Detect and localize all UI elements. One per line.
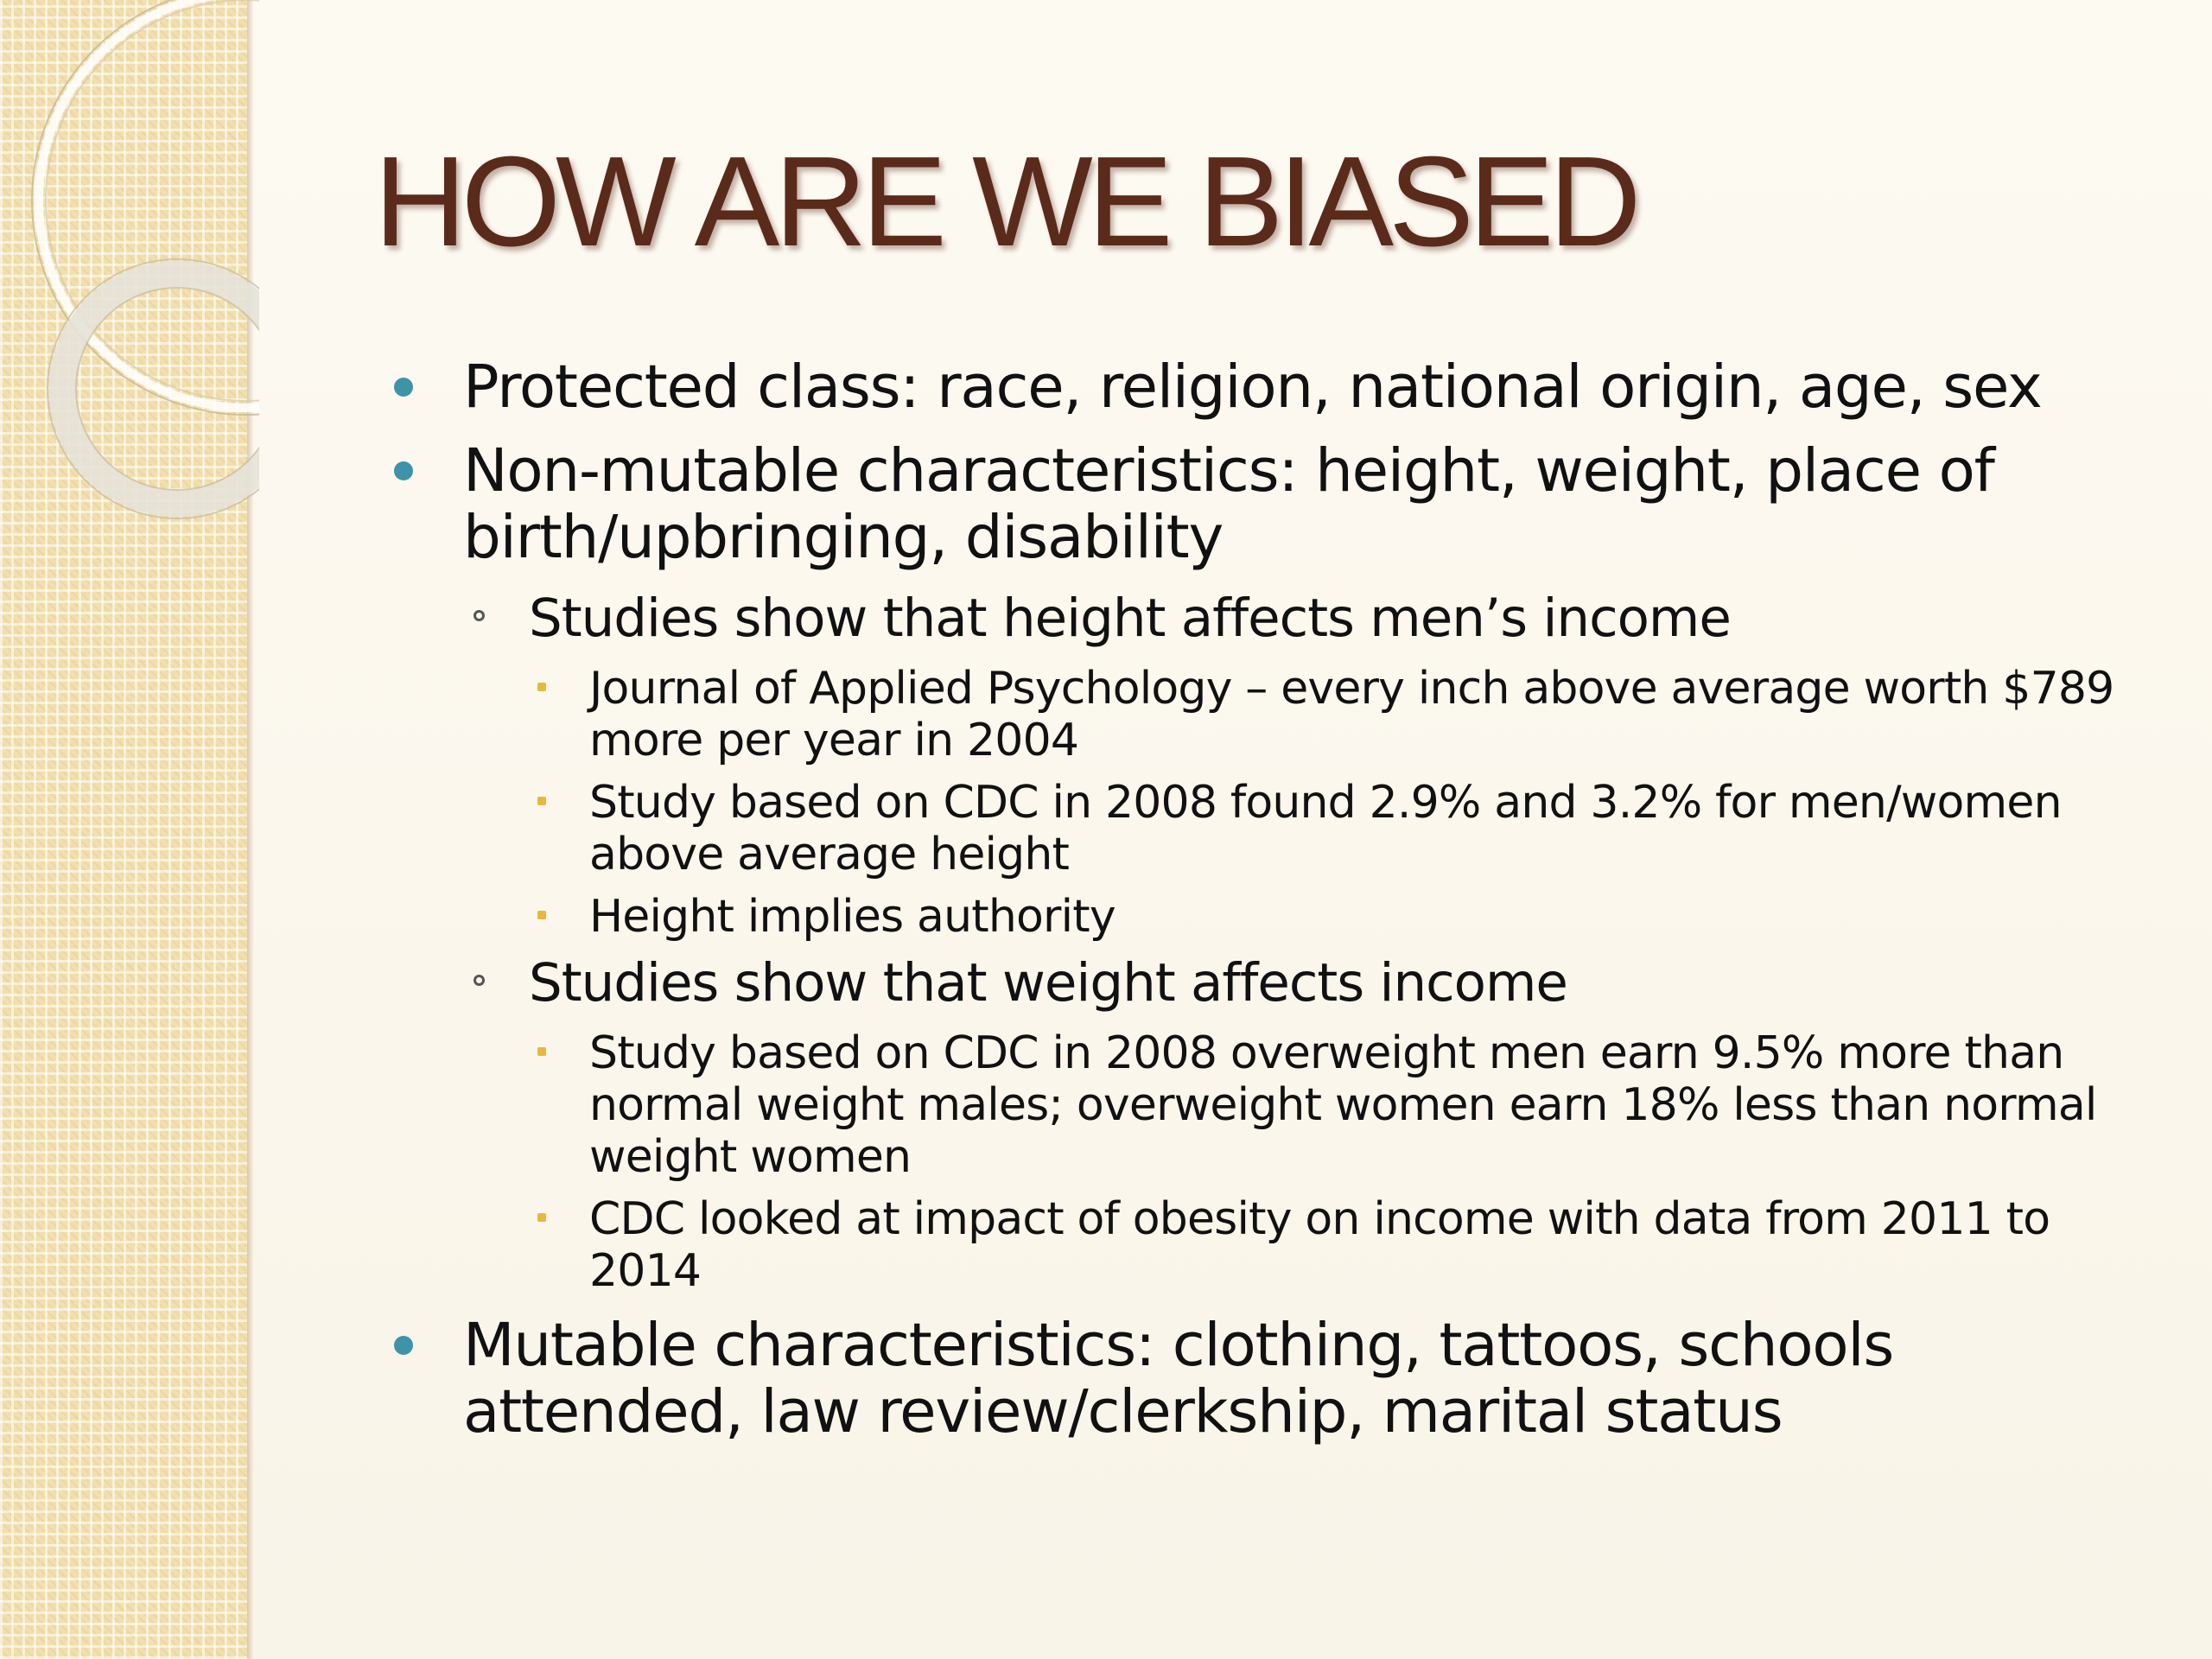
slide-title: HOW ARE WE BIASED [374,130,1637,273]
sub-sub-bullet-item [394,1027,2122,1183]
bullet-dot-icon [394,378,413,397]
decorative-side-panel [0,0,247,1659]
sub-sub-bullet-item [394,1193,2122,1297]
sub-sub-bullet-text: Study based on CDC in 2008 overweight men earn 9.5% more than normal weight males; overweight women earn 18% less than normal weight women [589,1027,2097,1183]
bullet-text: Non-mutable characteristics: height, weight, place of birth/upbringing, disability [463,436,1994,572]
sub-bullet-item [394,953,2122,1014]
sub-sub-bullet-item [394,891,2122,943]
hollow-circle-bullet-icon [474,975,485,986]
sub-sub-bullet-text: CDC looked at impact of obesity on income with data from 2011 to 2014 [589,1193,2050,1297]
sub-bullet-text: Studies show that weight affects income [529,952,1567,1014]
bullet-item [394,354,2122,421]
bullet-list [394,354,2122,1463]
small-square-bullet-icon [537,797,546,805]
small-square-bullet-icon [537,1213,546,1222]
small-square-bullet-icon [537,911,546,919]
hollow-circle-bullet-icon [474,610,485,621]
bullet-text: Protected class: race, religion, national origin, age, sex [463,353,2042,422]
sub-bullet-item [394,588,2122,649]
sub-sub-bullet-text: Height implies authority [589,891,1116,943]
sub-sub-bullet-item [394,777,2122,880]
bullet-text: Mutable characteristics: clothing, tattoos, schools attended, law review/clerkship, marital status [463,1311,1894,1446]
panel-edge-shadow [247,0,254,1659]
sub-bullet-text: Studies show that height affects men’s income [529,588,1731,649]
bullet-item [394,1313,2122,1446]
sub-sub-bullet-text: Journal of Applied Psychology – every inch above average worth $789 more per year in 2004 [589,663,2114,766]
sub-sub-bullet-text: Study based on CDC in 2008 found 2.9% and 3.2% for men/women above average height [589,777,2062,880]
bullet-dot-icon [394,1336,413,1355]
small-square-bullet-icon [537,683,546,691]
sub-sub-bullet-item [394,663,2122,766]
bullet-item [394,438,2122,571]
small-square-bullet-icon [537,1047,546,1056]
bullet-dot-icon [394,461,413,480]
